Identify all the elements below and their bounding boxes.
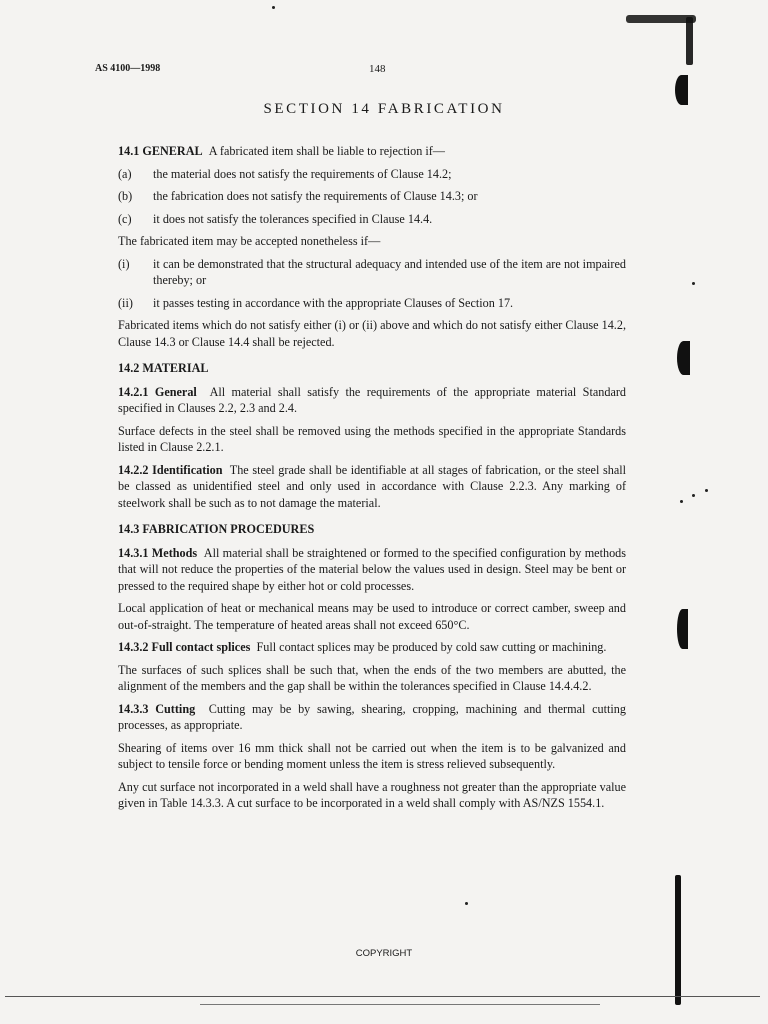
rejection-paragraph: Fabricated items which do not satisfy either (i) or (ii) above and which do not satisfy either Clause 14.2, Clause 14.3 or Clause 14.4 shall be rejected. xyxy=(118,318,626,349)
clause-14-2-1-text: All material shall satisfy the requirements of the appropriate material Standard specified in Clauses 2.2, 2.3 and 2.4. xyxy=(118,384,627,415)
scan-speck xyxy=(272,6,275,9)
condition-a xyxy=(118,166,626,183)
clause-14-1 xyxy=(118,143,626,160)
standard-reference: AS 4100—1998 xyxy=(95,63,161,74)
condition-c xyxy=(118,211,626,228)
clause-14-2-1-title: 14.2.1 General xyxy=(118,384,197,399)
clause-14-2-2 xyxy=(118,462,626,512)
exception-i xyxy=(118,256,626,289)
clause-14-3-3-title: 14.3.3 Cutting xyxy=(118,701,196,716)
condition-b xyxy=(118,188,626,205)
clause-14-3-1-text: All material shall be straightened or formed to the specified configuration by methods that will not reduce the properties of the material below the values used in design. Steel may be bent or pressed to the required shape by either hot or cold processes. xyxy=(118,545,627,593)
clause-14-3-1-title: 14.3.1 Methods xyxy=(118,545,198,560)
condition-text: the fabrication does not satisfy the requirements of Clause 14.3; or xyxy=(153,189,478,203)
shearing-paragraph: Shearing of items over 16 mm thick shall not be carried out when the item is to be galvanized and subject to tensile force or bending moment unless the item is stress relieved subsequently. xyxy=(118,740,626,771)
exception-text: it passes testing in accordance with the appropriate Clauses of Section 17. xyxy=(153,295,514,310)
scan-bottom-line xyxy=(200,1004,600,1005)
clause-14-3-2-title: 14.3.2 Full contact splices xyxy=(118,640,251,654)
clause-14-3-1 xyxy=(118,545,626,595)
clause-14-3-2-text: Full contact splices may be produced by cold saw cutting or machining. xyxy=(256,640,607,654)
scan-speck xyxy=(692,494,695,497)
binding-hole xyxy=(677,609,688,649)
section-title: SECTION 14 FABRICATION xyxy=(263,101,505,117)
copyright-notice: COPYRIGHT xyxy=(355,948,413,959)
clause-14-3-3-text: Cutting may be by sawing, shearing, cropping, machining and thermal cutting processes, as appropriate. xyxy=(118,701,626,732)
scan-edge-mark xyxy=(675,875,681,1005)
accept-intro: The fabricated item may be accepted nonetheless if— xyxy=(118,234,381,248)
clause-14-3-2 xyxy=(118,639,626,656)
scan-speck xyxy=(705,489,708,492)
clause-14-2-2-title: 14.2.2 Identification xyxy=(118,462,223,477)
condition-text: the material does not satisfy the requirements of Clause 14.2; xyxy=(153,166,452,181)
condition-label: (b) xyxy=(118,189,133,203)
page-number: 148 xyxy=(369,63,386,75)
clause-14-1-heading: 14.1 GENERAL xyxy=(118,144,203,158)
exception-label: (ii) xyxy=(118,295,133,310)
binding-hole xyxy=(675,75,688,105)
binding-hole xyxy=(677,341,690,375)
scan-speck xyxy=(692,282,695,285)
heat-application-paragraph: Local application of heat or mechanical means may be used to introduce or correct camber, sweep and out-of-straight. The temperature of heated areas shall not exceed 650°C. xyxy=(118,601,626,632)
clause-14-1-intro: A fabricated item shall be liable to rejection if— xyxy=(208,144,445,158)
scan-speck xyxy=(680,500,683,503)
clause-14-2-2-text: The steel grade shall be identifiable at all stages of fabrication, or the steel shall be classed as unidentified steel and only used in accordance with Clause 2.2.3. Any marking of steelwork shall be such as to not damage the material. xyxy=(118,462,626,510)
exception-text: it can be demonstrated that the structural adequacy and intended use of the item are not impaired thereby; or xyxy=(153,256,626,287)
scan-bottom-line xyxy=(5,996,760,997)
clause-14-3-3 xyxy=(118,701,626,734)
clause-14-3-heading: 14.3 FABRICATION PROCEDURES xyxy=(118,522,315,536)
exception-ii xyxy=(118,295,626,312)
scan-artifact-top-right-edge xyxy=(686,17,693,65)
condition-label: (a) xyxy=(118,166,132,181)
condition-label: (c) xyxy=(118,211,132,226)
clause-14-2-1 xyxy=(118,384,626,417)
clause-14-2-heading: 14.2 MATERIAL xyxy=(118,361,209,375)
cut-surface-paragraph: Any cut surface not incorporated in a weld shall have a roughness not greater than the appropriate value given in Table 14.3.3. A cut surface to be incorporated in a weld shall comply with AS/NZS 1554.1. xyxy=(118,779,626,810)
document-body xyxy=(118,143,626,818)
condition-text: it does not satisfy the tolerances specified in Clause 14.4. xyxy=(153,211,433,226)
exception-label: (i) xyxy=(118,256,130,271)
splice-surface-paragraph: The surfaces of such splices shall be such that, when the ends of the two members are abutted, the alignment of the members and the gap shall be within the tolerances specified in Clause 14.4.4.2. xyxy=(118,662,626,693)
scan-speck xyxy=(465,902,468,905)
surface-defects-paragraph: Surface defects in the steel shall be removed using the methods specified in the appropriate Standards listed in Clause 2.2.1. xyxy=(118,423,626,454)
